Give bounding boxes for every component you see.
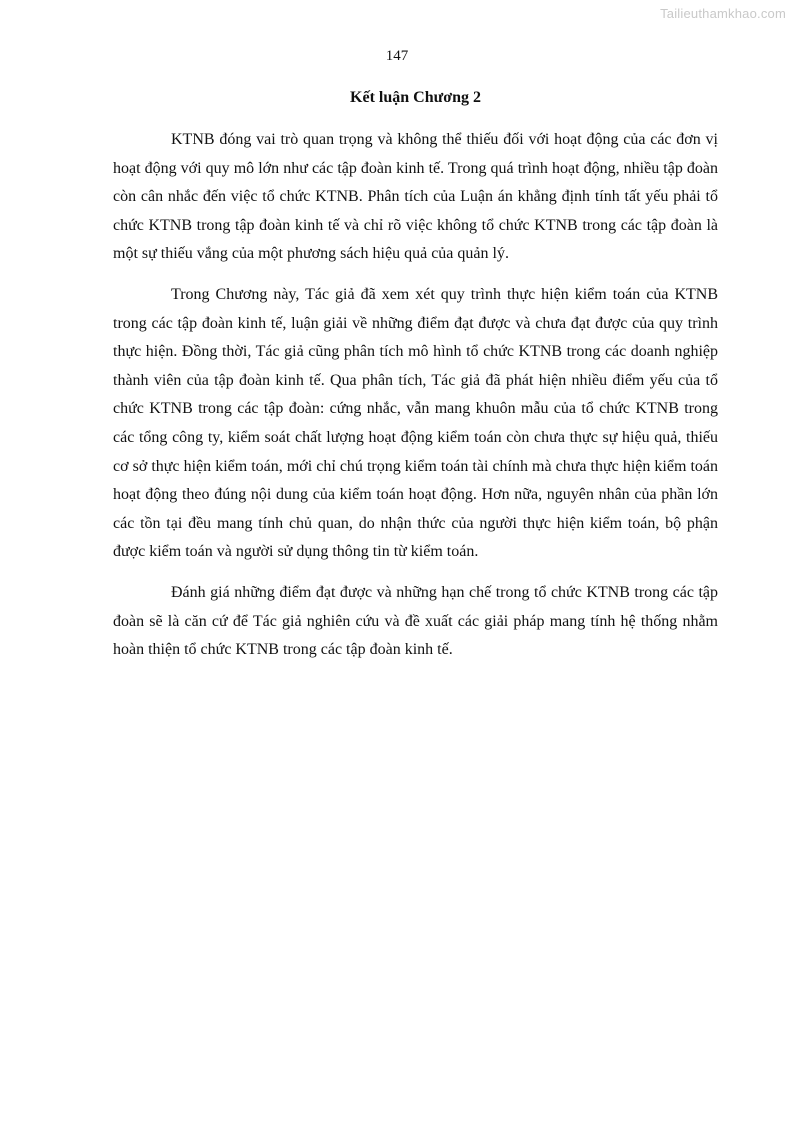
- document-body: [113, 86, 718, 677]
- page-number: 147: [385, 48, 409, 64]
- paragraph-2: Trong Chương này, Tác giả đã xem xét quy trình thực hiện kiểm toán của KTNB trong các tập đoàn kinh tế, luận giải về những điểm đạt được và chưa đạt được của quy trình thực hiện. Đồng thời, Tác giả cũng phân tích mô hình tổ chức KTNB trong các doanh nghiệp thành viên của tập đoàn kinh tế. Qua phân tích, Tác giả đã phát hiện nhiều điểm yếu của tổ chức KTNB trong các tập đoàn: cứng nhắc, vẫn mang khuôn mẫu của tổ chức KTNB trong các tổng công ty, kiểm soát chất lượng hoạt động kiểm toán còn chưa thực sự hiệu quả, thiếu cơ sở thực hiện kiểm toán, mới chỉ chú trọng kiểm toán tài chính mà chưa thực hiện kiểm toán hoạt động theo đúng nội dung của kiểm toán hoạt động. Hơn nữa, nguyên nhân của phần lớn các tồn tại đều mang tính chủ quan, do nhận thức của người thực hiện kiểm toán, bộ phận được kiểm toán và người sử dụng thông tin từ kiểm toán.: [113, 285, 718, 561]
- paragraph-1: KTNB đóng vai trò quan trọng và không thể thiếu đối với hoạt động của các đơn vị hoạt động với quy mô lớn như các tập đoàn kinh tế. Trong quá trình hoạt động, nhiều tập đoàn còn cân nhắc đến việc tổ chức KTNB. Phân tích của Luận án khẳng định tính tất yếu phải tổ chức KTNB trong tập đoàn kinh tế và chỉ rõ việc không tổ chức KTNB trong các tập đoàn là một sự thiếu vắng của một phương sách hiệu quả của quản lý.: [113, 131, 718, 263]
- watermark-text: Tailieuthamkhao.com: [660, 6, 786, 21]
- paragraph-3: Đánh giá những điểm đạt được và những hạn chế trong tổ chức KTNB trong các tập đoàn sẽ là căn cứ để Tác giả nghiên cứu và đề xuất các giải pháp mang tính hệ thống nhằm hoàn thiện tổ chức KTNB trong các tập đoàn kinh tế.: [113, 583, 718, 659]
- chapter-title: Kết luận Chương 2: [350, 89, 481, 106]
